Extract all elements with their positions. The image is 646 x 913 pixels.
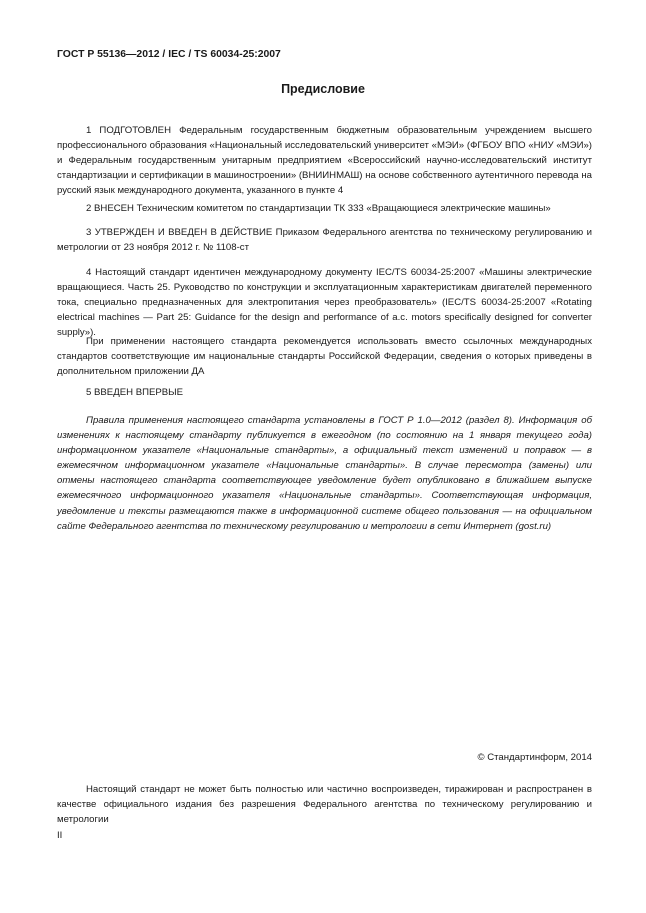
paragraph-identical: 4 Настоящий стандарт идентичен международному документу IEC/TS 60034-25:2007 «Машины электрические вращающиеся. Часть 25. Руководство по конструкции и эксплуатационным характеристикам двигателей переменного тока, специально предназначенных для электропитания через преобразователь» (IEC/TS 60034-25:2007 «Rotating electrical machines — Part 25: Guidance for the design and performance of a.c. motors specifically designed for converter supply»).	[57, 267, 592, 339]
paragraph-references: При применении настоящего стандарта рекомендуется использовать вместо ссылочных международных стандартов соответствующие им национальные стандарты Российской Федерации, сведения о которых приведены в дополнительном приложении ДА	[57, 336, 592, 378]
paragraph-first-introduced: 5 ВВЕДЕН ВПЕРВЫЕ	[86, 387, 184, 398]
paragraph-application-rules: Правила применения настоящего стандарта установлены в ГОСТ Р 1.0—2012 (раздел 8). Информация об изменениях к настоящему стандарту публикуется в ежегодном (по состоянию на 1 января текущего года) информационном указателе «Национальные стандарты», а официальный текст изменений и поправок — в ежемесячном информационном указателе «Национальные стандарты». В случае пересмотра (замены) или отмены настоящего стандарта соответствующее уведомление будет опубликовано в ближайшем выпуске ежемесячного информационного указателя «Национальные стандарты». Соответствующая информация, уведомление и тексты размещаются также в информационной системе общего пользования — на официальном сайте Федерального агентства по техническому регулированию и метрологии в сети Интернет (gost.ru)	[57, 415, 592, 532]
section-title: Предисловие	[281, 82, 365, 96]
paragraph-prepared: 1 ПОДГОТОВЛЕН Федеральным государственным бюджетным образовательным учреждением высшего профессионального образования «Национальный исследовательский университет «МЭИ» (ФГБОУ ВПО «НИУ «МЭИ») и Федеральным государственным унитарным предприятием «Всероссийский научно-исследовательский институт стандартизации и сертификации в машиностроении» (ВНИИНМАШ) на основе собственного аутентичного перевода на русский язык международного документа, указанного в пункте 4	[57, 125, 592, 197]
paragraph-submitted: 2 ВНЕСЕН Техническим комитетом по стандартизации ТК 333 «Вращающиеся электрические машины»	[86, 203, 551, 214]
copyright-line: © Стандартинформ, 2014	[477, 752, 592, 763]
reproduction-notice: Настоящий стандарт не может быть полностью или частично воспроизведен, тиражирован и распространен в качестве официального издания без разрешения Федерального агентства по техническому регулированию и метрологии	[57, 784, 592, 826]
page-number: II	[57, 830, 63, 841]
paragraph-approved: 3 УТВЕРЖДЕН И ВВЕДЕН В ДЕЙСТВИЕ Приказом Федерального агентства по техническому регулированию и метрологии от 23 ноября 2012 г. № 1108-ст	[57, 227, 592, 254]
document-header: ГОСТ Р 55136—2012 / IEC / TS 60034-25:2007	[57, 49, 281, 60]
